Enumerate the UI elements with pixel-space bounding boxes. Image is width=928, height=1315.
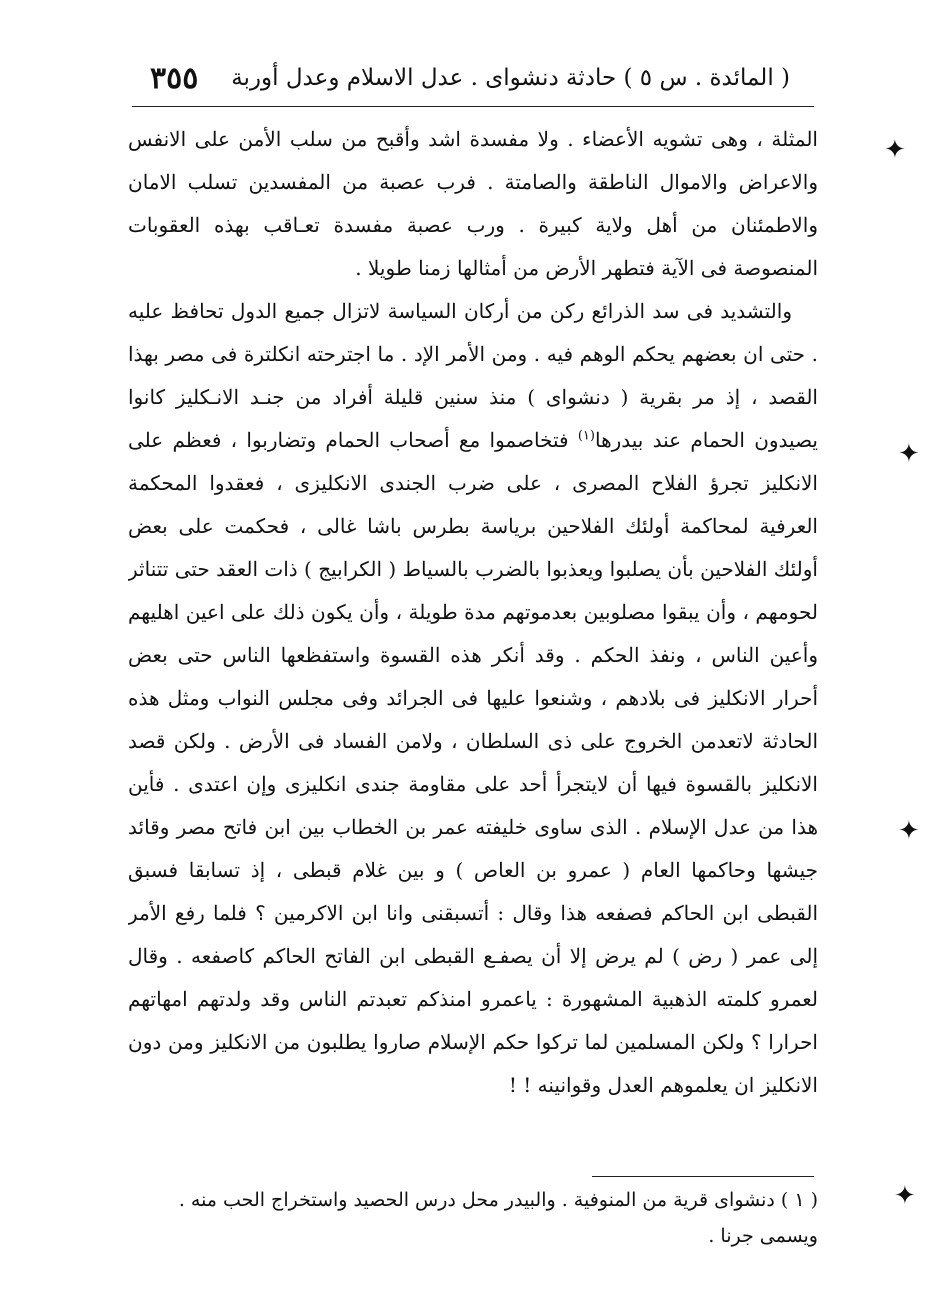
margin-star-icon: ✦ — [898, 439, 920, 469]
paragraph-text: فتخاصموا مع أصحاب الحمام وتضاربوا ، فعظم على الانكليز تجرؤ الفلاح المصرى ، على ضرب الجندى الانكليزى ، فعقدوا المحكمة العرفية لمحاكمة أولئك الفلاحين برياسة بطرس باشا غالى ، فحكمت على بعض أولئك الفلاحين بأن يصلبوا ويعذبوا بالضرب بالسياط ( الكرابيج ) ذات العقد حتى تتناثر لحومهم ، وأن يبقوا مصلوبين بعدموتهم مدة طويلة ، وأن يكون ذلك على اعين اهليهم وأعين الناس ، ونفذ الحكم . وقد أنكر هذه القسوة واستفظعها الناس حتى بعض أحرار الانكليز فى بلادهم ، وشنعوا عليها فى الجرائد وفى مجلس النواب ومثل هذه الحادثة لاتعدمن الخروج على ذى السلطان ، ولامن الفساد فى الأرض . ولكن قصد الانكليز بالقسوة فيها أن لايتجرأ أحد على مقاومة جندى انكليزى وإن اعتدى . فأين هذا من عدل الإسلام . الذى ساوى خليفته عمر بن الخطاب بين ابن فاتح مصر وقائد جيشها وحاكمها العام ( عمرو بن العاص ) و بين غلام قبطى ، إذ تسابقا فسبق القبطى ابن الحاكم فصفعه هذا وقال : أتسبقنى وانا ابن الاكرمين ؟ فلما رفع الأمر إلى عمر ( رض ) لم يرض إلا أن يصفـع القبطى ابن الفاتح الحاكم كاصفعه . وقال لعمرو كلمته الذهبية المشهورة : ياعمرو امنذكم تعبدتم الناس وقد ولدتهم امهاتهم احرارا ؟ ولكن المسلمين لما تركوا حكم الإسلام صاروا يطلبون من الانكليز ومن دون الانكليز ان يعلموهم العدل وقوانينه ! ! — [128, 428, 818, 1097]
body-text — [128, 118, 818, 1158]
margin-star-icon: ✦ — [894, 1181, 916, 1211]
paragraph: المثلة ، وهى تشويه الأعضاء . ولا مفسدة اشد وأقبح من سلب الأمن على الانفس والاعراض والاموال الناطقة والصامتة . فرب عصبة من المفسدين تسلب الامان والاطمئنان من أهل ولاية كبيرة . ورب عصبة مفسدة تعـاقب بهذه العقوبات المنصوصة فى الآية فتطهر الأرض من أمثالها زمنا طويلا . — [128, 127, 818, 280]
header-rule — [132, 106, 814, 107]
page-header — [150, 58, 790, 98]
margin-star-icon: ✦ — [898, 816, 920, 846]
paragraph-text: والتشديد فى سد الذرائع ركن من أركان السياسة لاتزال جميع الدول تحافظ عليه . حتى ان بعضهم يحكم الوهم فيه . ومن الأمر الإد . ما اجترحته انكلترة فى مصر بهذا القصد ، إذ مر بقرية ( دنشواى ) منذ سنين قليلة أفراد من جنـد الانـكليز كانوا يصيدون الحمام عند بيدرها — [128, 299, 818, 452]
running-head: ( المائدة . س ٥ ) حادثة دنشواى . عدل الاسلام وعدل أوربة — [231, 65, 790, 91]
footnote-reference: (١) — [577, 428, 595, 444]
footnote-rule — [592, 1176, 814, 1177]
page-number: ٣٥٥ — [150, 60, 199, 96]
footnote: ( ١ ) دنشواى قرية من المنوفية . والبيدر محل درس الحصيد واستخراج الحب منه . ويسمى جرنا . — [178, 1189, 818, 1247]
paragraph — [128, 290, 818, 1107]
margin-star-icon: ✦ — [884, 135, 906, 165]
